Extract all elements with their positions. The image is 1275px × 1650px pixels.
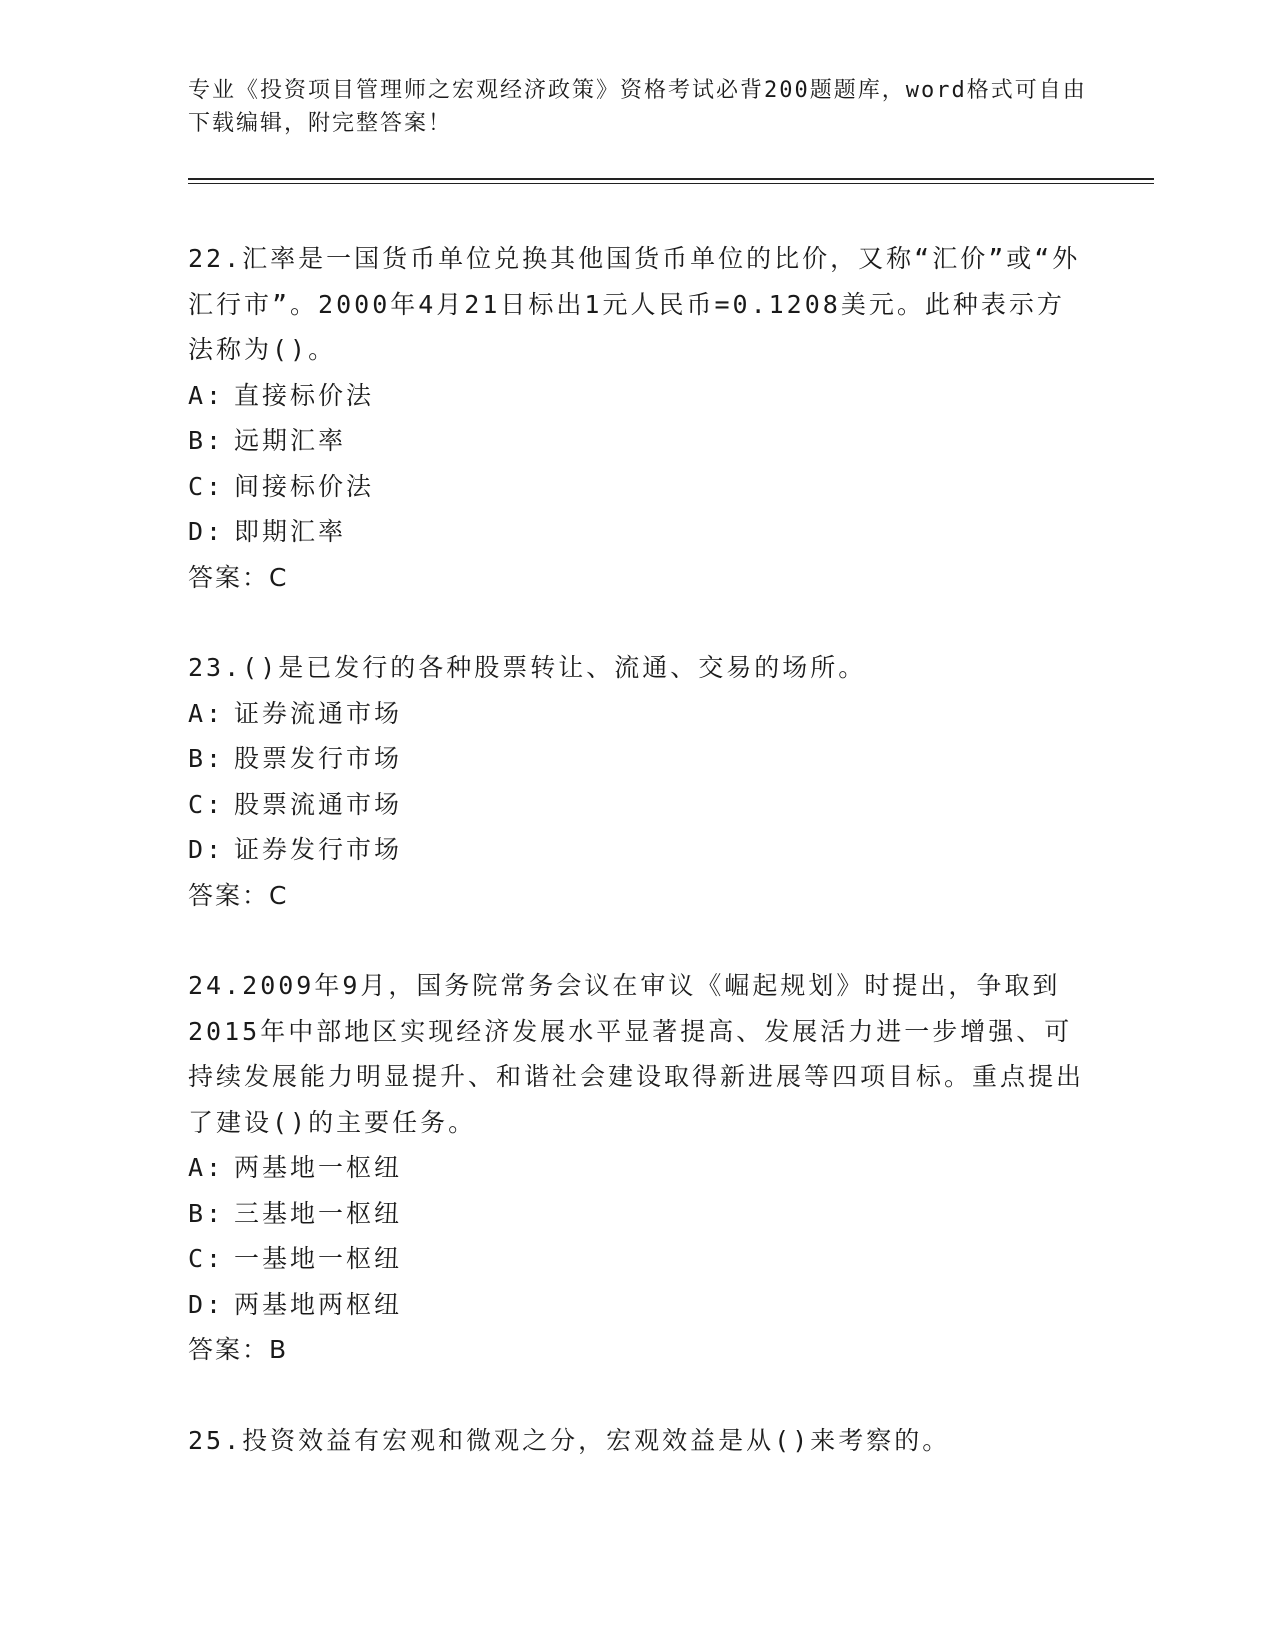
option-a (188, 1145, 1088, 1191)
option-c (188, 464, 1088, 510)
option-text: 股票流通市场 (234, 789, 403, 819)
question-text: 24.2009年9月，国务院常务会议在审议《崛起规划》时提出，争取到2015年中部地区实现经济发展水平显著提高、发展活力进一步增强、可持续发展能力明显提升、和谐社会建设取得新进展等四项目标。重点提出了建设()的主要任务。 (188, 971, 1085, 1137)
option-text: 两基地两枢纽 (234, 1289, 403, 1319)
option-text: 远期汇率 (234, 426, 347, 455)
question-24 (188, 963, 1088, 1373)
option-b (188, 736, 1088, 782)
option-text: 间接标价法 (234, 471, 375, 501)
option-text: 三基地一枢纽 (234, 1198, 403, 1228)
header-divider-thin (188, 183, 1154, 184)
option-letter: D: (188, 1289, 225, 1319)
option-b (188, 418, 1088, 464)
question-list (188, 236, 1088, 1508)
option-text: 两基地一枢纽 (234, 1153, 403, 1182)
question-22 (188, 236, 1088, 600)
document-header (188, 74, 1088, 140)
option-letter: A: (188, 1153, 225, 1182)
option-letter: D: (188, 517, 225, 546)
option-d (188, 509, 1088, 555)
option-text: 即期汇率 (234, 517, 347, 546)
question-text: 25.投资效益有宏观和微观之分，宏观效益是从()来考察的。 (188, 1425, 951, 1455)
question-text: 22.汇率是一国货币单位兑换其他国货币单位的比价，又称“汇价”或“外汇行市”。2000年4月21日标出1元人民币=0.1208美元。此种表示方法称为()。 (188, 244, 1081, 364)
option-letter: C: (188, 471, 225, 501)
option-letter: C: (188, 789, 225, 819)
option-a (188, 373, 1088, 419)
option-d (188, 827, 1088, 873)
option-text: 一基地一枢纽 (234, 1244, 403, 1273)
question-23 (188, 645, 1088, 918)
option-c (188, 782, 1088, 828)
option-letter: D: (188, 835, 225, 864)
option-letter: C: (188, 1244, 225, 1273)
answer-line: 答案：B (188, 1335, 289, 1364)
document-title: 专业《投资项目管理师之宏观经济政策》资格考试必背200题题库，word格式可自由下载编辑，附完整答案！ (188, 78, 1087, 136)
question-25 (188, 1418, 1088, 1464)
option-letter: A: (188, 380, 225, 410)
question-text: 23.()是已发行的各种股票转让、流通、交易的场所。 (188, 653, 867, 682)
answer-line: 答案：C (188, 880, 289, 910)
option-letter: A: (188, 698, 225, 728)
option-a (188, 691, 1088, 737)
option-letter: B: (188, 426, 225, 455)
option-letter: B: (188, 744, 225, 773)
option-text: 证券发行市场 (234, 835, 403, 864)
answer-line: 答案：C (188, 562, 289, 592)
option-text: 股票发行市场 (234, 744, 403, 773)
option-letter: B: (188, 1198, 225, 1228)
option-b (188, 1191, 1088, 1237)
header-divider-thick (188, 178, 1154, 180)
option-c (188, 1236, 1088, 1282)
option-d (188, 1282, 1088, 1328)
option-text: 证券流通市场 (234, 698, 403, 728)
option-text: 直接标价法 (234, 380, 375, 410)
